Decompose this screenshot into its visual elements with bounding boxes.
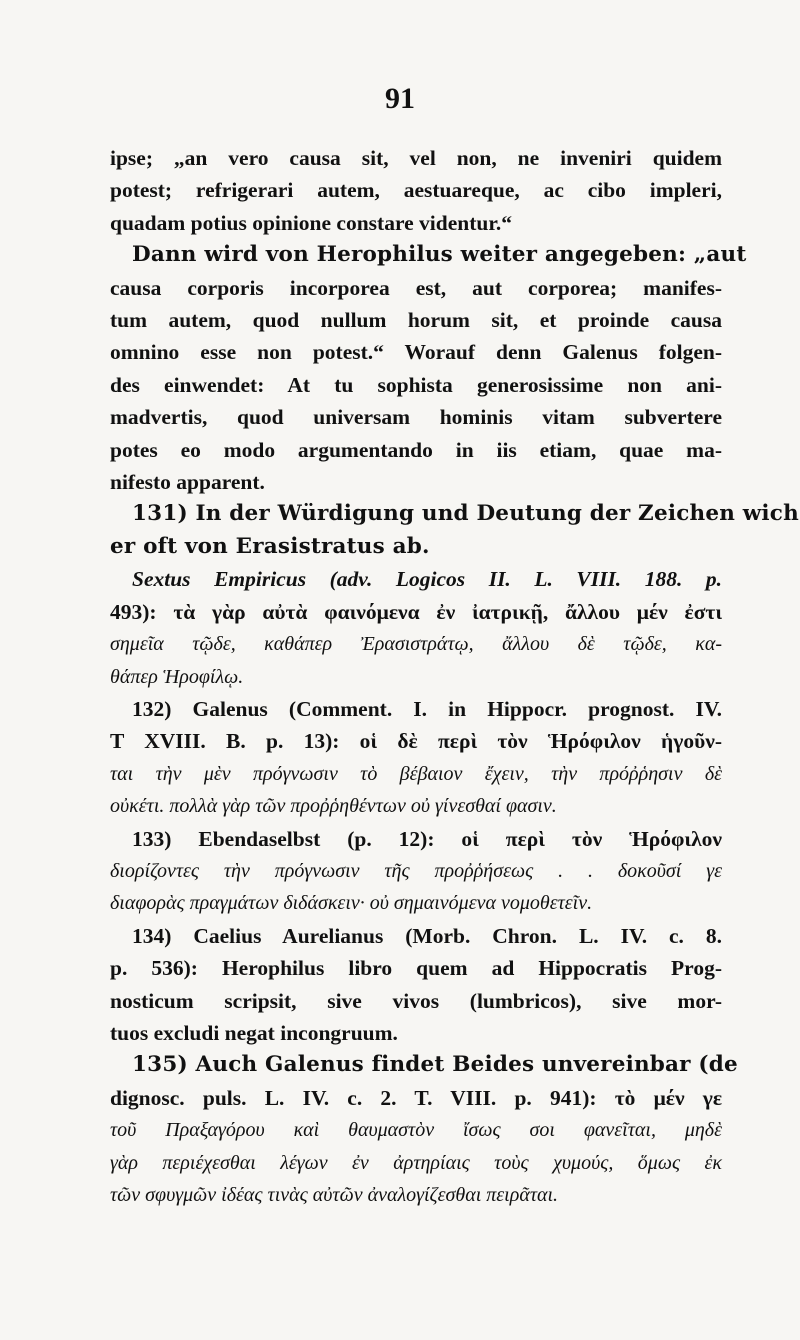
text-line: causa corporis incorporea est, aut corporea; manifes- [110, 275, 722, 300]
text-line: 493): τὰ γὰρ αὐτὰ φαινόμενα ἐν ἰατρικῇ, ἄλλου μέν ἐστι [110, 599, 722, 624]
text-line: 133) Ebendaselbst (p. 12): οἱ περὶ τὸν Ἡρόφιλον [132, 826, 722, 851]
text-line: tuos excludi negat incongruum. [110, 1020, 398, 1045]
text-line: p. 536): Herophilus libro quem ad Hippocratis Prog- [110, 956, 722, 981]
text-line: Dann wird von Herophilus weiter angegeben: „aut [132, 242, 747, 268]
text-line: γὰρ περιέχεσθαι λέγων ἐν ἀρτηρίαις τοὺς χυμούς, ὅμως ἐκ [110, 1151, 722, 1174]
text-line: madvertis, quod universam hominis vitam subvertere [110, 405, 722, 430]
text-line: διορίζοντες τὴν πρόγνωσιν τῆς προῤῥήσεως . . δοκοῦσί γε [110, 859, 722, 882]
text-line: 132) Galenus (Comment. I. in Hippocr. prognost. IV. [132, 696, 722, 721]
text-line: 131) In der Würdigung und Deutung der Zeichen wich [132, 501, 799, 527]
text-line: ipse; „an vero causa sit, vel non, ne inveniri quidem [110, 146, 722, 170]
text-line: potest; refrigerari autem, aestuareque, ac cibo impleri, [110, 178, 722, 203]
text-line: 135) Auch Galenus findet Beides unvereinbar (de [132, 1052, 738, 1078]
page-number: 91 [385, 82, 415, 115]
text-line: Sextus Empiricus (adv. Logicos II. L. VIII. 188. p. [132, 567, 722, 592]
text-line: T XVIII. B. p. 13): οἱ δὲ περὶ τὸν Ἡρόφιλον ἡγοῦν- [110, 729, 722, 754]
text-line: σημεῖα τῷδε, καθάπερ Ἐρασιστράτῳ, ἄλλου δὲ τῷδε, κα- [110, 633, 722, 656]
text-line: tum autem, quod nullum horum sit, et proinde causa [110, 308, 722, 333]
text-line: des einwendet: At tu sophista generosissime non ani- [110, 372, 722, 397]
text-line: potes eo modo argumentando in iis etiam, quae ma- [110, 437, 722, 462]
body-text [110, 142, 799, 1211]
text-line: dignosc. puls. L. IV. c. 2. T. VIII. p. 941): τὸ μέν γε [110, 1085, 722, 1110]
text-line: quadam potius opinione constare videntur.“ [110, 210, 513, 235]
text-line: nosticum scripsit, sive vivos (lumbricos), sive mor- [110, 988, 722, 1013]
text-line: ται τὴν μὲν πρόγνωσιν τὸ βέβαιον ἔχειν, τὴν πρόῤῥησιν δὲ [110, 762, 722, 785]
text-line: nifesto apparent. [110, 470, 265, 495]
text-line: τῶν σφυγμῶν ἰδέας τινὰς αὐτῶν ἀναλογίζεσθαι πειρᾶται. [110, 1184, 559, 1206]
text-line: θάπερ Ἡροφίλῳ. [110, 665, 244, 688]
text-line: διαφορὰς πραγμάτων διδάσκειν· οὐ σημαινόμενα νομοθετεῖν. [110, 892, 593, 915]
text-line: οὐκέτι. πολλὰ γὰρ τῶν προῤῥηθέντων οὐ γίνεσθαί φασιν. [110, 795, 557, 818]
text-line: τοῦ Πραξαγόρου καὶ θαυμαστὸν ἴσως σοι φανεῖται, μηδὲ [110, 1119, 722, 1142]
text-line: 134) Caelius Aurelianus (Morb. Chron. L. IV. c. 8. [132, 923, 722, 948]
text-line: omnino esse non potest.“ Worauf denn Galenus folgen- [110, 340, 722, 365]
text-line: er oft von Erasistratus ab. [110, 533, 430, 559]
